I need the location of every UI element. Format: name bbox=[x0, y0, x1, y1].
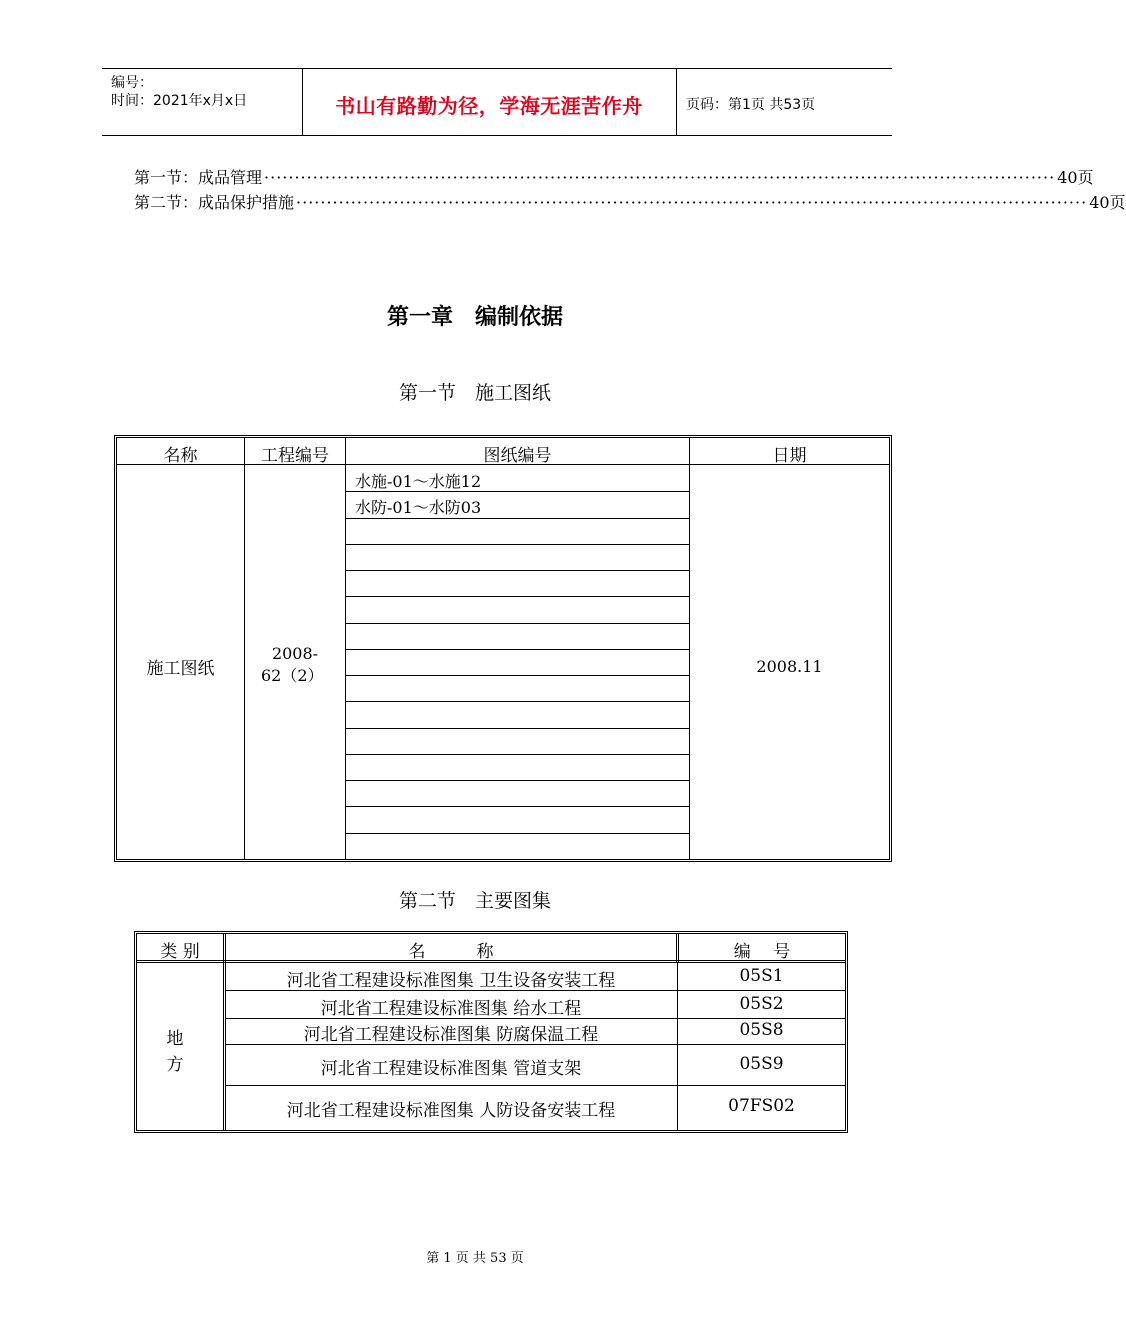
table-grid-line bbox=[346, 570, 689, 571]
toc-leader-dots: ·································································································································· bbox=[296, 193, 1088, 212]
table-header-category: 类 别 bbox=[160, 942, 200, 962]
atlas-code: 05S8 bbox=[739, 1020, 784, 1040]
table-cell-name: 施工图纸 bbox=[146, 659, 215, 679]
table-grid-line bbox=[346, 806, 689, 807]
toc-entry-page: 40页 bbox=[1057, 168, 1094, 187]
header-page-label: 页码：第1页 共53页 bbox=[686, 97, 816, 113]
table-header-name: 名称 bbox=[163, 446, 198, 466]
header-time-label: 时间：2021年x月x日 bbox=[111, 93, 248, 109]
table-grid-line bbox=[346, 623, 689, 624]
drawing-no-cell: 水施-01～水施12 bbox=[355, 472, 482, 491]
table-grid-line bbox=[689, 438, 690, 859]
table-header-name: 名 称 bbox=[408, 942, 494, 962]
atlas-table bbox=[134, 931, 848, 1133]
header-bottom-rule bbox=[102, 135, 892, 136]
header-divider bbox=[676, 68, 677, 135]
drawings-table bbox=[114, 435, 892, 862]
toc-entry bbox=[134, 190, 1126, 213]
project-no-line: 62（2） bbox=[261, 666, 324, 685]
toc-leader-dots: ·································································································································· bbox=[264, 168, 1056, 187]
table-header-code: 编 号 bbox=[733, 942, 791, 962]
table-grid-line bbox=[346, 701, 689, 702]
table-header-date: 日期 bbox=[772, 446, 807, 466]
table-grid-line bbox=[346, 754, 689, 755]
toc-entry-title: 第一节：成品管理 bbox=[134, 168, 263, 187]
atlas-name: 河北省工程建设标准图集 给水工程 bbox=[320, 999, 582, 1019]
section-title: 第二节 主要图集 bbox=[398, 890, 551, 912]
table-grid-line bbox=[346, 833, 689, 834]
toc-entry-page: 40页 bbox=[1089, 193, 1126, 212]
table-cell-category bbox=[137, 1026, 213, 1078]
header-top-rule bbox=[102, 68, 892, 69]
atlas-code: 05S9 bbox=[739, 1054, 784, 1074]
table-cell-date: 2008.11 bbox=[756, 657, 823, 676]
table-grid-line bbox=[346, 596, 689, 597]
table-cell-project-no bbox=[245, 644, 345, 686]
table-grid-line bbox=[346, 491, 689, 492]
page-footer: 第 1 页 共 53 页 bbox=[426, 1251, 524, 1266]
atlas-code: 05S1 bbox=[739, 966, 784, 986]
atlas-code: 07FS02 bbox=[728, 1096, 795, 1116]
atlas-name: 河北省工程建设标准图集 管道支架 bbox=[320, 1059, 582, 1079]
atlas-name: 河北省工程建设标准图集 防腐保温工程 bbox=[303, 1025, 599, 1045]
table-grid-line bbox=[225, 1085, 845, 1086]
project-no-line: 2008- bbox=[271, 644, 319, 663]
table-grid-line bbox=[346, 544, 689, 545]
table-grid-line bbox=[346, 728, 689, 729]
drawing-no-cell: 水防-01～水防03 bbox=[355, 498, 482, 518]
atlas-name: 河北省工程建设标准图集 卫生设备安装工程 bbox=[286, 971, 616, 991]
table-grid-line bbox=[346, 518, 689, 519]
toc-entry bbox=[134, 165, 1094, 188]
toc-entry-title: 第二节：成品保护措施 bbox=[134, 193, 295, 212]
table-grid-line bbox=[346, 675, 689, 676]
atlas-code: 05S2 bbox=[739, 994, 784, 1014]
chapter-title: 第一章 编制依据 bbox=[386, 304, 563, 330]
section-title: 第一节 施工图纸 bbox=[398, 382, 551, 404]
table-header-project-no: 工程编号 bbox=[261, 446, 329, 466]
header-motto: 书山有路勤为径，学海无涯苦作舟 bbox=[335, 94, 643, 118]
category-line: 地 bbox=[166, 1029, 184, 1049]
table-grid-line bbox=[346, 780, 689, 781]
header-code-label: 编号： bbox=[111, 75, 153, 91]
category-line: 方 bbox=[166, 1055, 184, 1075]
table-header-drawing-no: 图纸编号 bbox=[483, 446, 552, 466]
atlas-name: 河北省工程建设标准图集 人防设备安装工程 bbox=[286, 1101, 616, 1121]
table-grid-line bbox=[346, 649, 689, 650]
